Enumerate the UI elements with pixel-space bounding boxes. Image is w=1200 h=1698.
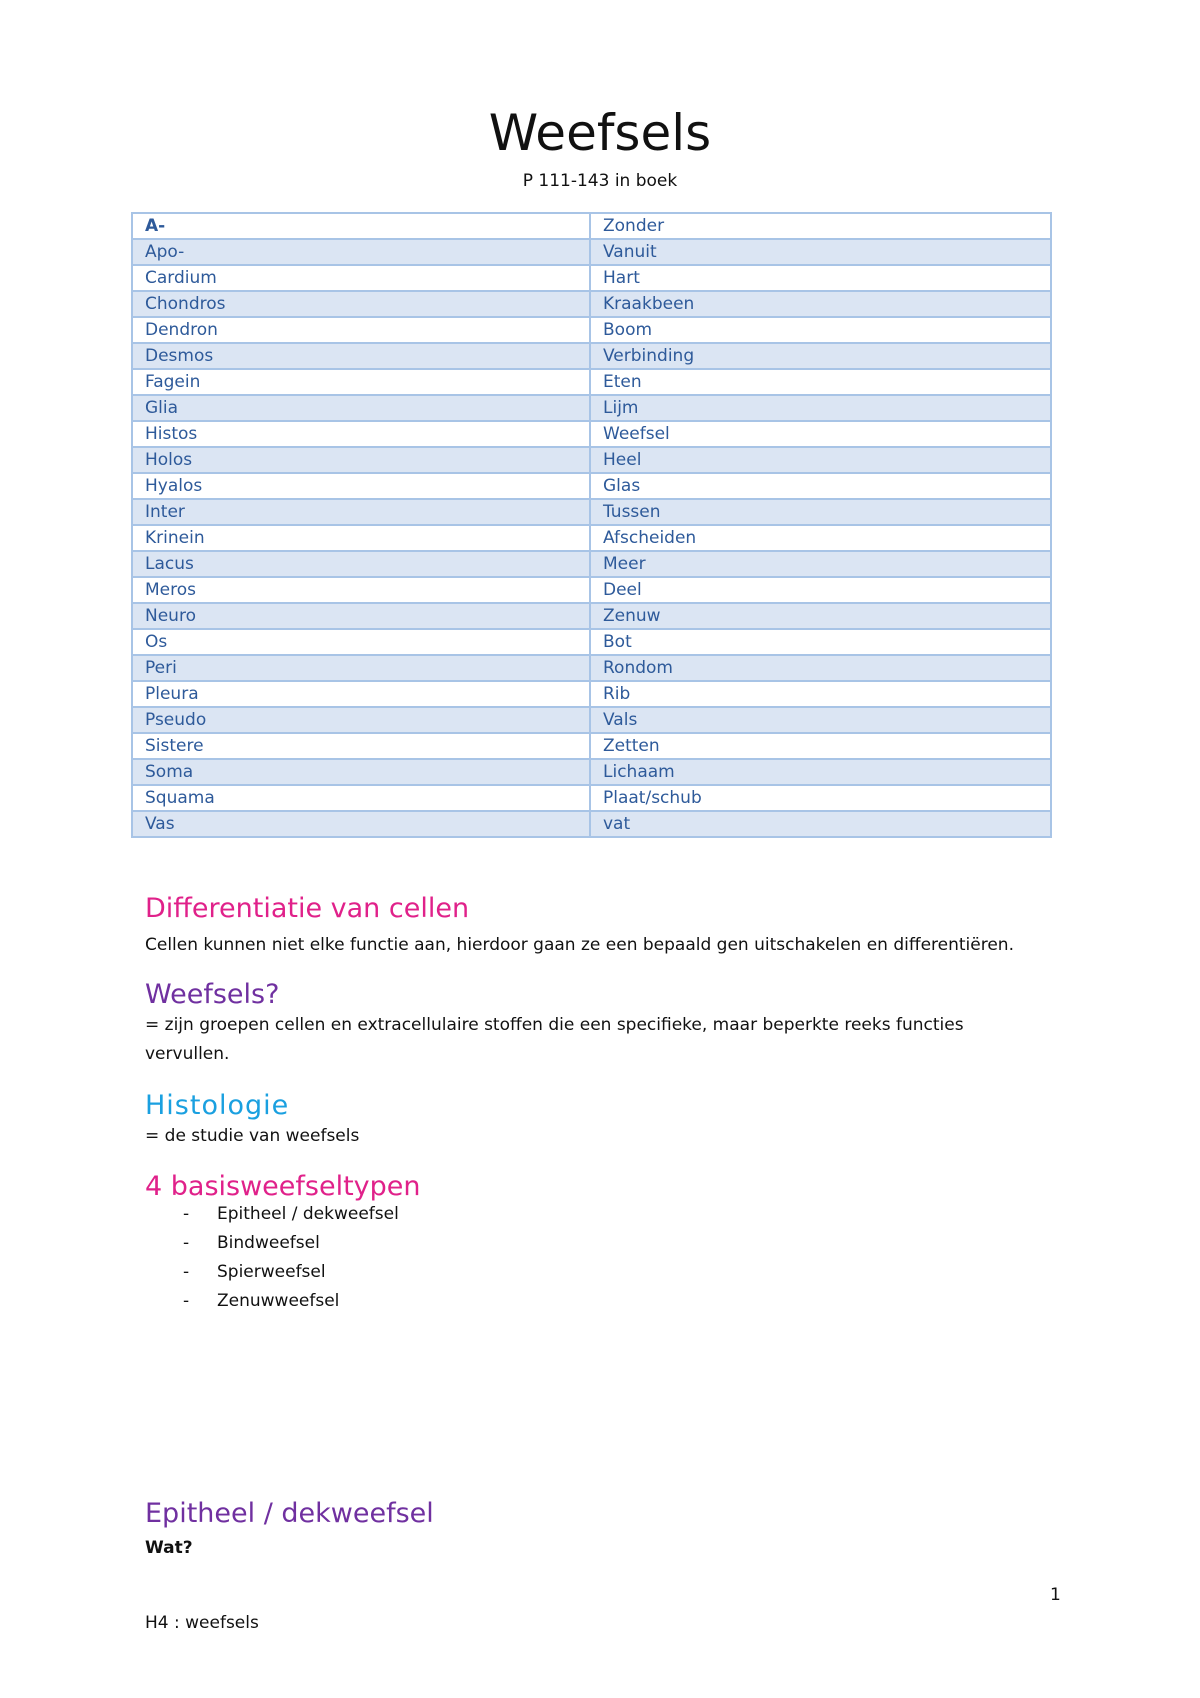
meaning-cell: Zonder	[590, 213, 1051, 239]
table-row	[132, 473, 1051, 499]
heading-basisweefseltypen: 4 basisweefseltypen	[145, 1171, 421, 1202]
table-row	[132, 421, 1051, 447]
meaning-cell: vat	[590, 811, 1051, 837]
meaning-cell: Deel	[590, 577, 1051, 603]
list-item	[145, 1258, 399, 1287]
bullet-dash: -	[183, 1233, 190, 1253]
meaning-cell: Kraakbeen	[590, 291, 1051, 317]
table-row	[132, 655, 1051, 681]
term-cell: Apo-	[132, 239, 590, 265]
histologie-text: = de studie van weefsels	[145, 1126, 360, 1146]
meaning-cell: Rondom	[590, 655, 1051, 681]
table-row	[132, 499, 1051, 525]
term-cell: A-	[132, 213, 590, 239]
table-row	[132, 759, 1051, 785]
table-row	[132, 317, 1051, 343]
bullet-dash: -	[183, 1262, 190, 1282]
meaning-cell: Bot	[590, 629, 1051, 655]
table-row	[132, 681, 1051, 707]
list-item	[145, 1287, 399, 1316]
term-cell: Meros	[132, 577, 590, 603]
meaning-cell: Plaat/schub	[590, 785, 1051, 811]
footer-text: H4 : weefsels	[145, 1613, 259, 1633]
heading-epitheel: Epitheel / dekweefsel	[145, 1498, 434, 1529]
term-cell: Lacus	[132, 551, 590, 577]
meaning-cell: Boom	[590, 317, 1051, 343]
term-cell: Fagein	[132, 369, 590, 395]
bullet-dash: -	[183, 1204, 190, 1224]
term-cell: Os	[132, 629, 590, 655]
table-row	[132, 785, 1051, 811]
list-item-label: Epitheel / dekweefsel	[217, 1204, 399, 1224]
term-cell: Desmos	[132, 343, 590, 369]
differentiatie-text: Cellen kunnen niet elke functie aan, hierdoor gaan ze een bepaald gen uitschakelen en differentiëren.	[145, 935, 1014, 955]
table-row	[132, 629, 1051, 655]
term-cell: Sistere	[132, 733, 590, 759]
meaning-cell: Rib	[590, 681, 1051, 707]
term-cell: Krinein	[132, 525, 590, 551]
term-cell: Chondros	[132, 291, 590, 317]
vocabulary-table	[131, 212, 1052, 838]
table-row	[132, 369, 1051, 395]
bullet-dash: -	[183, 1291, 190, 1311]
meaning-cell: Tussen	[590, 499, 1051, 525]
meaning-cell: Zetten	[590, 733, 1051, 759]
meaning-cell: Afscheiden	[590, 525, 1051, 551]
term-cell: Squama	[132, 785, 590, 811]
term-cell: Peri	[132, 655, 590, 681]
term-cell: Inter	[132, 499, 590, 525]
list-item	[145, 1229, 399, 1258]
table-row	[132, 447, 1051, 473]
meaning-cell: Lichaam	[590, 759, 1051, 785]
weefsels-text-line2: vervullen.	[145, 1044, 230, 1064]
term-cell: Cardium	[132, 265, 590, 291]
term-cell: Histos	[132, 421, 590, 447]
term-cell: Glia	[132, 395, 590, 421]
meaning-cell: Lijm	[590, 395, 1051, 421]
list-item-label: Zenuwweefsel	[217, 1291, 340, 1311]
page-subtitle: P 111-143 in boek	[522, 171, 678, 191]
term-cell: Neuro	[132, 603, 590, 629]
epitheel-subheading: Wat?	[145, 1538, 193, 1558]
weefsels-text-line1: = zijn groepen cellen en extracellulaire stoffen die een specifieke, maar beperkte reeks functies	[145, 1015, 964, 1035]
meaning-cell: Heel	[590, 447, 1051, 473]
meaning-cell: Weefsel	[590, 421, 1051, 447]
table-row	[132, 811, 1051, 837]
meaning-cell: Meer	[590, 551, 1051, 577]
term-cell: Pseudo	[132, 707, 590, 733]
meaning-cell: Vals	[590, 707, 1051, 733]
term-cell: Vas	[132, 811, 590, 837]
meaning-cell: Verbinding	[590, 343, 1051, 369]
table-row	[132, 265, 1051, 291]
term-cell: Dendron	[132, 317, 590, 343]
table-row	[132, 707, 1051, 733]
list-item-label: Bindweefsel	[217, 1233, 320, 1253]
table-row	[132, 291, 1051, 317]
table-row	[132, 395, 1051, 421]
term-cell: Pleura	[132, 681, 590, 707]
heading-weefsels: Weefsels?	[145, 979, 280, 1010]
table-row	[132, 239, 1051, 265]
term-cell: Hyalos	[132, 473, 590, 499]
table-row	[132, 525, 1051, 551]
table-row	[132, 213, 1051, 239]
term-cell: Soma	[132, 759, 590, 785]
heading-differentiatie: Differentiatie van cellen	[145, 893, 470, 924]
page-title: Weefsels	[488, 104, 712, 162]
page-number: 1	[1050, 1585, 1061, 1605]
list-item	[145, 1200, 399, 1229]
heading-histologie: Histologie	[145, 1090, 290, 1121]
table-row	[132, 603, 1051, 629]
table-row	[132, 733, 1051, 759]
meaning-cell: Vanuit	[590, 239, 1051, 265]
basisweefseltypen-list	[145, 1200, 399, 1316]
table-row	[132, 551, 1051, 577]
table-row	[132, 343, 1051, 369]
term-cell: Holos	[132, 447, 590, 473]
meaning-cell: Eten	[590, 369, 1051, 395]
list-item-label: Spierweefsel	[217, 1262, 326, 1282]
table-row	[132, 577, 1051, 603]
meaning-cell: Zenuw	[590, 603, 1051, 629]
meaning-cell: Glas	[590, 473, 1051, 499]
meaning-cell: Hart	[590, 265, 1051, 291]
